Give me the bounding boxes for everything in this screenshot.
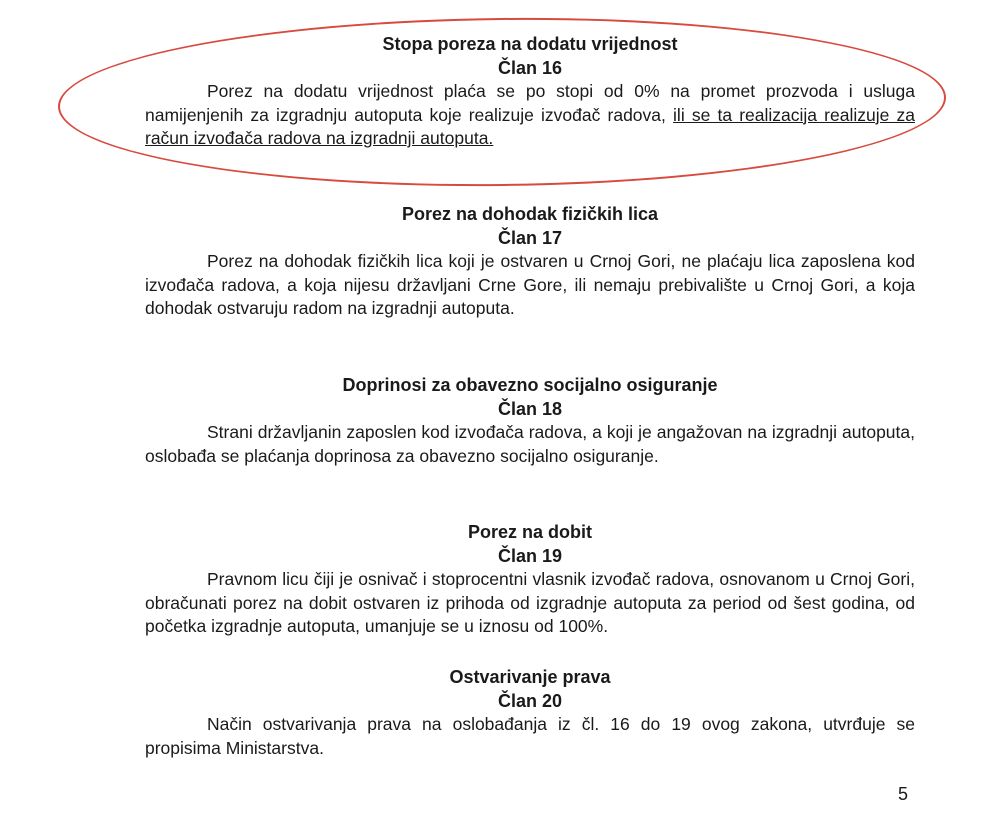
article-18-number: Član 18 [497, 399, 563, 419]
article-19-number: Član 19 [497, 546, 563, 566]
page-number: 5 [898, 784, 909, 804]
article-20 [145, 665, 915, 760]
article-17-title: Porez na dohodak fizičkih lica [401, 204, 659, 224]
article-16-text-plain: Porez na dodatu vrijednost plaća se po stopi od 0% na promet prozvoda i usluga namijenjenih za izgradnju autoputa koje realizuje izvođač radova, [145, 81, 915, 125]
article-18-text: Strani državljanin zaposlen kod izvođača radova, a koji je angažovan na izgradnji autoputa, oslobađa se plaćanja doprinosa za obavezno socijalno osiguranje. [145, 422, 915, 466]
article-16 [145, 32, 915, 151]
article-19 [145, 520, 915, 639]
article-20-title: Ostvarivanje prava [449, 667, 611, 687]
article-20-text: Način ostvarivanja prava na oslobađanja iz čl. 16 do 19 ovog zakona, utvrđuje se propisima Ministarstva. [145, 714, 915, 758]
article-16-number: Član 16 [497, 58, 563, 78]
article-18-title: Doprinosi za obavezno socijalno osiguranje [342, 375, 718, 395]
article-18 [145, 373, 915, 468]
article-20-number: Član 20 [497, 691, 563, 711]
article-17-number: Član 17 [497, 228, 563, 248]
article-19-title: Porez na dobit [467, 522, 592, 542]
article-17-text: Porez na dohodak fizičkih lica koji je ostvaren u Crnoj Gori, ne plaćaju lica zaposlena kod izvođača radova, a koja nijesu državljani Crne Gore, ili nemaju prebivalište u Crnoj Gori, a koja dohodak ostvaruju radom na izgradnji autoputa. [145, 251, 915, 318]
article-16-text-underlined: ili se ta realizacija realizuje za račun izvođača radova na izgradnji autoputa. [145, 104, 915, 148]
article-16-text [145, 80, 915, 151]
article-17 [145, 202, 915, 321]
article-16-title: Stopa poreza na dodatu vrijednost [382, 34, 678, 54]
article-19-text: Pravnom licu čiji je osnivač i stoprocentni vlasnik izvođač radova, osnovanom u Crnoj Gori, obračunati porez na dobit ostvaren iz prihoda od izgradnje autoputa za period od šest godina, od početka izgradnje autoputa, umanjuje se u iznosu od 100%. [145, 569, 915, 636]
